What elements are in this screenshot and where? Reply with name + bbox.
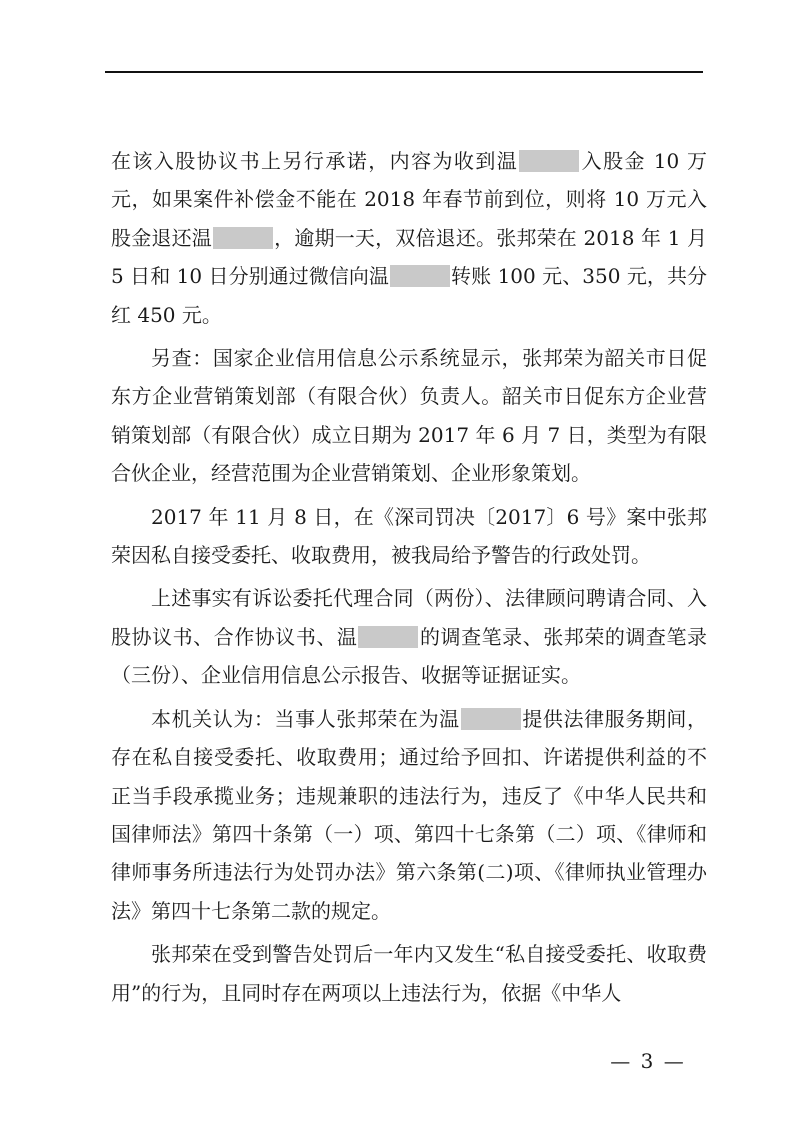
text-segment: 在该入股协议书上另行承诺，内容为收到温 [111, 149, 519, 173]
redacted-name [461, 708, 521, 730]
text-segment: 提供法律服务期间，存在私自接受委托、收取费用；通过给予回扣、许诺提供利益的不正当手段承揽业务；违规兼职的违法行为，违反了《中华人民共和国律师法》第四十条第（一）项、第四十七条第（二）项、《律师和律师事务所违法行为处罚办法》第六条第(二)项、《律师执业管理办法》第四十七条第二款的规定。 [111, 706, 707, 923]
header-rule [105, 71, 703, 73]
redacted-name [519, 150, 579, 172]
text-segment: 入股金 10 万元，如果案件补偿金不能在 2018 年春节前到位，则将 10 万元入股金退还温 [111, 149, 707, 250]
text-segment: 转账 100 元、350 元，共分红 450 元。 [111, 264, 708, 327]
page-number: — 3 — [610, 1049, 686, 1073]
redacted-name [213, 227, 273, 249]
paragraph-3: 2017 年 11 月 8 日，在《深司罚决〔2017〕6 号》案中张邦荣因私自接受委托、收取费用，被我局给予警告的行政处罚。 [111, 504, 707, 568]
text-segment: 本机关认为：当事人张邦荣在为温 [151, 706, 460, 731]
document-body [111, 142, 707, 1017]
redacted-name [390, 265, 450, 287]
redacted-name [358, 626, 418, 648]
paragraph-5 [111, 700, 707, 930]
text-segment: 上述事实有诉讼委托代理合同（两份）、法律顾问聘请合同、入股协议书、合作协议书、温 [111, 586, 707, 649]
paragraph-4 [111, 579, 707, 694]
paragraph-1 [111, 142, 707, 334]
text-segment: 的调查笔录、张邦荣的调查笔录（三份）、企业信用信息公示报告、收据等证据证实。 [111, 624, 708, 688]
paragraph-2: 另查：国家企业信用信息公示系统显示，张邦荣为韶关市日促东方企业营销策划部（有限合伙）负责人。韶关市日促东方企业营销策划部（有限合伙）成立日期为 2017 年 6 月 7 日，类型为有限合伙企业，经营范围为企业营销策划、企业形象策划。 [111, 346, 707, 486]
paragraph-6: 张邦荣在受到警告处罚后一年内又发生“私自接受委托、收取费用”的行为，且同时存在两项以上违法行为，依据《中华人 [111, 942, 707, 1005]
text-segment: ，逾期一天，双倍退还。张邦荣在 2018 年 1 月 5 日和 10 日分别通过微信向温 [111, 225, 707, 289]
